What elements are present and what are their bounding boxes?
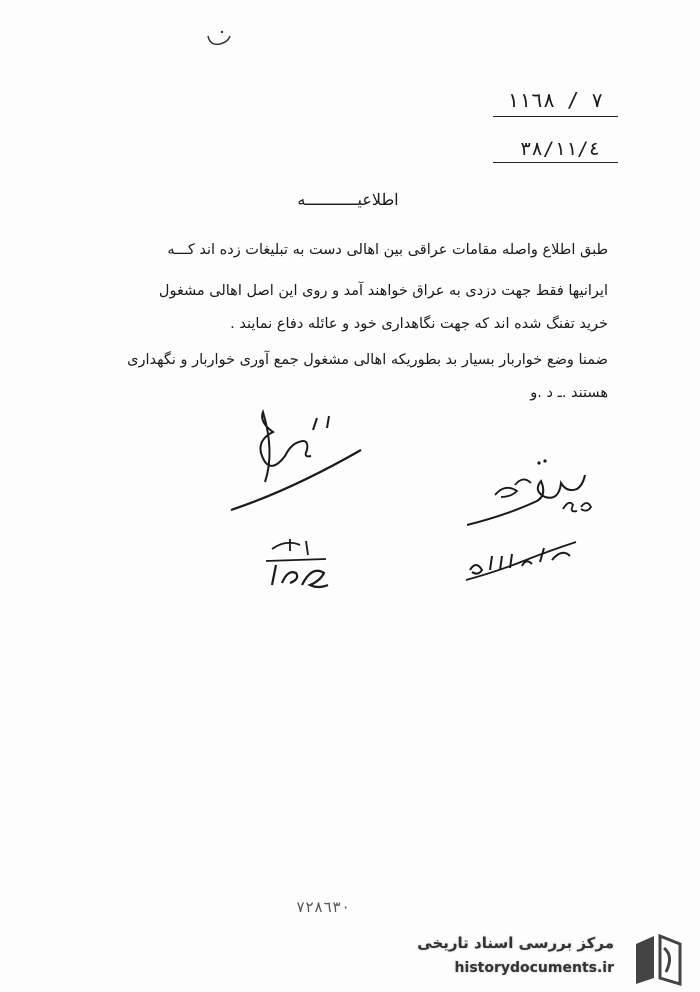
reference-number-underline xyxy=(493,116,618,117)
body-line-2: ایرانیها فقط جهت دزدی به عراق خواهند آمد و روی این اصل اهالی مشغول xyxy=(158,283,608,299)
body-line-3: خرید تفنگ شده اند که جهت نگاهداری خود و عائله دفاع نمایند . xyxy=(230,316,608,332)
watermark xyxy=(412,928,692,986)
body-line-4: ضمنا وضع خواربار بسیار بد بطوریکه اهالی مشغول جمع آوری خواربار و نگهداری xyxy=(127,352,608,368)
right-handwritten-date xyxy=(462,540,592,590)
archive-mark xyxy=(262,535,332,595)
left-handwritten-note xyxy=(225,400,365,520)
reference-date: ٣٨/١١/٤ xyxy=(519,138,601,160)
right-signature xyxy=(455,455,605,535)
archive-logo-icon xyxy=(630,930,686,986)
footer-archive-number: ٧٢٨٦٣٠ xyxy=(296,898,351,916)
body-line-5: هستند .ـ د .و xyxy=(530,385,608,401)
top-mark-scribble xyxy=(200,30,240,50)
body-line-1: طبق اطلاع واصله مقامات عراقی بین اهالی دست به تبلیغات زده اند کـــه xyxy=(167,242,608,258)
watermark-title: مرکز بررسی اسناد تاریخی xyxy=(417,934,614,952)
document-title: اطلاعیـــــــــــه xyxy=(297,190,399,209)
reference-number: ٧ / ١١٦٨ xyxy=(506,88,604,112)
reference-date-underline xyxy=(493,162,618,163)
watermark-url: historydocuments.ir xyxy=(454,960,614,976)
